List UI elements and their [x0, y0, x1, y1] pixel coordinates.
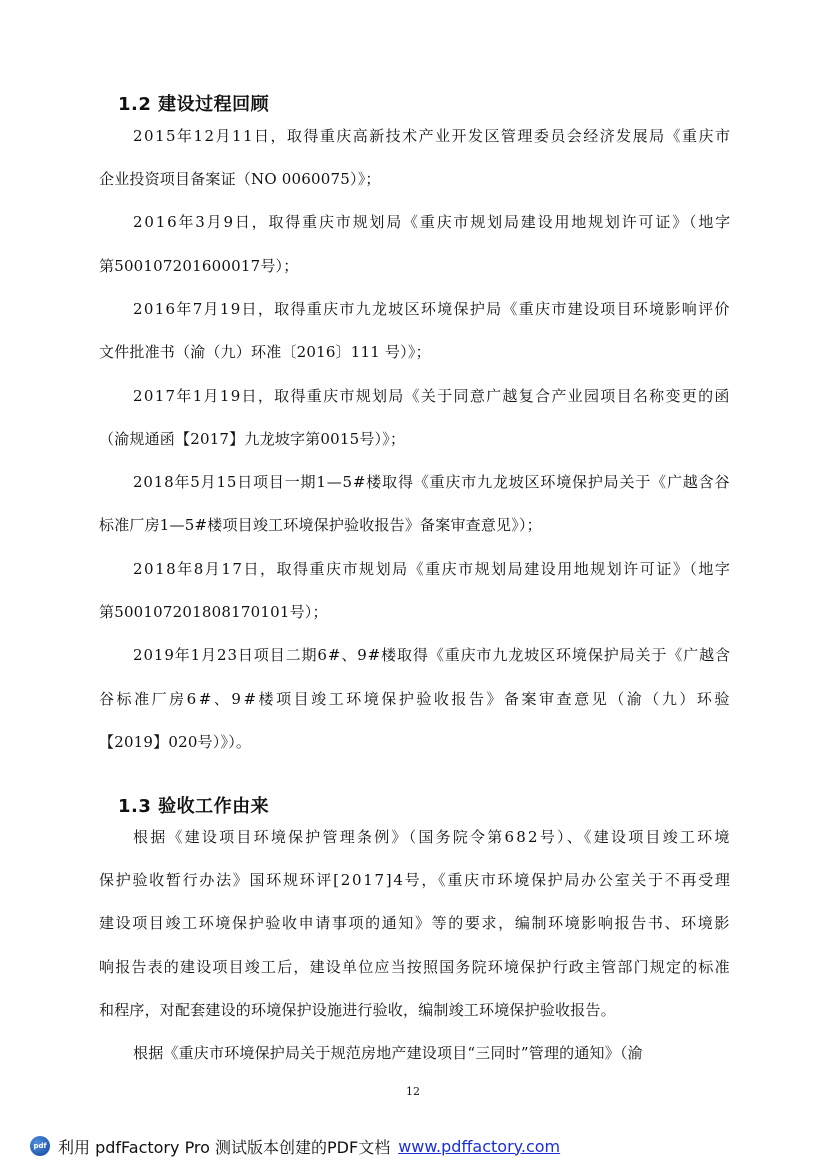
section-heading-1-2: 1.2 建设过程回顾 [118, 94, 270, 115]
paragraph-line: 企业投资项目备案证（NO 0060075）》； [99, 170, 381, 188]
paragraph-line: 2016年3月9日，取得重庆市规划局《重庆市规划局建设用地规划许可证》（地字 [133, 213, 732, 231]
paragraph-line: 2018年5月15日项目一期1—5#楼取得《重庆市九龙坡区环境保护局关于《广越含谷 [133, 473, 731, 491]
section-heading-1-3: 1.3 验收工作由来 [118, 796, 270, 817]
paragraph-line: （渝规通函【2017】九龙坡字第0015号）》； [99, 430, 406, 448]
paragraph-line: 2015年12月11日，取得重庆高新技术产业开发区管理委员会经济发展局《重庆市 [133, 127, 732, 145]
paragraph-line: 【2019】020号）》）。 [99, 733, 252, 751]
paragraph-line: 2019年1月23日项目二期6#、9#楼取得《重庆市九龙坡区环境保护局关于《广越含 [133, 646, 731, 664]
paragraph-line: 标准厂房1—5#楼项目竣工环境保护验收报告》备案审查意见》）； [99, 516, 542, 534]
paragraph-line: 保护验收暂行办法》国环规环评[2017]4号，《重庆市环境保护局办公室关于不再受理 [99, 871, 732, 889]
footer-text: 利用 pdfFactory Pro 测试版本创建的PDF文档 [58, 1137, 391, 1157]
paragraph-line: 响报告表的建设项目竣工后，建设单位应当按照国务院环境保护行政主管部门规定的标准 [99, 958, 731, 976]
pdffactory-link[interactable]: www.pdffactory.com [398, 1136, 561, 1156]
paragraph-line: 第500107201808170101号）； [99, 603, 328, 621]
pdf-watermark-footer [30, 1132, 560, 1160]
paragraph-line: 和程序，对配套建设的环境保护设施进行验收，编制竣工环境保护验收报告。 [99, 1001, 616, 1019]
paragraph-line: 2017年1月19日，取得重庆市规划局《关于同意广越复合产业园项目名称变更的函 [133, 387, 731, 405]
paragraph-line: 根据《建设项目环境保护管理条例》（国务院令第682号）、《建设项目竣工环境 [133, 828, 732, 846]
paragraph-line: 建设项目竣工环境保护验收申请事项的通知》等的要求，编制环境影响报告书、环境影 [99, 914, 732, 932]
paragraph-line: 文件批准书（渝（九）环准〔2016〕111 号）》； [99, 343, 431, 361]
page-number: 12 [406, 1085, 420, 1098]
paragraph-line: 根据《重庆市环境保护局关于规范房地产建设项目“三同时”管理的通知》（渝 [133, 1044, 643, 1062]
paragraph-line: 2018年8月17日，取得重庆市规划局《重庆市规划局建设用地规划许可证》（地字 [133, 560, 732, 578]
paragraph-line: 2016年7月19日，取得重庆市九龙坡区环境保护局《重庆市建设项目环境影响评价 [133, 300, 731, 318]
paragraph-line: 第500107201600017号）； [99, 257, 299, 275]
paragraph-line: 谷标准厂房6#、9#楼项目竣工环境保护验收报告》备案审查意见（渝（九）环验 [99, 690, 732, 708]
pdffactory-logo-icon: pdf [30, 1136, 50, 1156]
